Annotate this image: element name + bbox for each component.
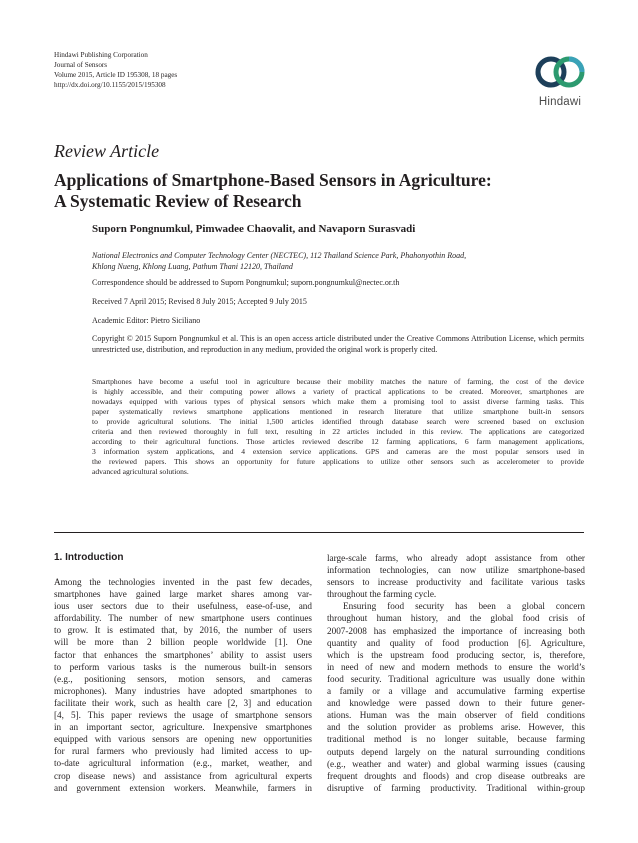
text-line: in an important sector, agriculture. Inexpensive smartphones — [54, 722, 312, 733]
text-line: equipped with various sensors are opening new opportunities — [54, 734, 312, 745]
text-line: 3 information system applications, and 4 extension service applications. GPS and cameras are the most popular sensors used in — [92, 447, 584, 456]
text-line: in need of new and modern methods to ensure the world’s — [327, 661, 585, 672]
text-line: will be more than 2 billion people worldwide [1]. One — [54, 637, 312, 648]
text-line: to perform various tasks is the numerous built-in sensors — [54, 661, 312, 672]
text-line: and knowledge were passed down to their future gener- — [327, 698, 585, 709]
section-divider — [54, 532, 584, 533]
text-line: quantity and quality of food production [6]. Agriculture, — [327, 637, 585, 648]
text-line: for rural farmers who previously had limited access to up- — [54, 746, 312, 757]
text-line: the reviewed papers. This shows an opportunity for future applications to utilize other sensors such as accelerometer to provide — [92, 457, 584, 466]
doi-link[interactable]: http://dx.doi.org/10.1155/2015/195308 — [54, 81, 166, 89]
journal-name: Journal of Sensors — [54, 61, 108, 69]
text-line: crop disease news) and assistance from agricultural experts — [54, 770, 312, 781]
intro-left-column — [54, 552, 312, 794]
text-line: (e.g., positioning sensors, motion sensors, and cameras — [54, 673, 312, 684]
text-line: throughout human history, and the global food crisis of — [327, 613, 585, 624]
text-line: factor that enhances the smartphones’ ability to assist users — [54, 649, 312, 660]
copyright-notice: Copyright © 2015 Suporn Pongnumkul et al. This is an open access article distributed under the Creative Commons Attribution License, which permits unrestricted use, distribution, and reproduction in any medium, provided the original work is properly cited. — [92, 334, 584, 354]
authors: Suporn Pongnumkul, Pimwadee Chaovalit, and Navaporn Surasvadi — [92, 223, 416, 235]
text-line: (e.g., weather and water) and global warming issues (causing — [327, 758, 585, 769]
academic-editor: Academic Editor: Pietro Siciliano — [92, 316, 201, 325]
journal-meta — [54, 50, 177, 90]
text-line: disruptive of farming productivity. Traditional within-group — [327, 782, 585, 793]
text-line: to provide agricultural solutions. The initial 1,500 articles identified through database search were screened based on exclusion — [92, 417, 584, 426]
text-line: smartphones have gained large market shares among var- — [54, 589, 312, 600]
text-line: outputs depend largely on the natural surrounding conditions — [327, 746, 585, 757]
text-line: [4, 5]. This paper reviews the usage of smartphone sensors — [54, 710, 312, 721]
text-line: according to their agricultural functions. Those articles reviewed describe 12 farming applications, 6 farm management applications, — [92, 437, 584, 446]
rings-logo-icon — [526, 50, 594, 96]
text-line: frequent droughts and floods) and crop disease outbreaks are — [327, 770, 585, 781]
title-line: Applications of Smartphone-Based Sensors in Agriculture: — [54, 170, 492, 190]
intro-right-column — [327, 552, 585, 794]
text-line: advanced agricultural solutions. — [92, 467, 189, 476]
text-line: traditional method is no longer suitable, because farming — [327, 734, 585, 745]
title-line: A Systematic Review of Research — [54, 191, 302, 211]
text-line: sensors to increase productivity and facilitate various tasks — [327, 577, 585, 588]
text-line: food security. Traditional agriculture was usually done within — [327, 673, 585, 684]
text-line: which is the upstream food producing sector, is, therefore, — [327, 649, 585, 660]
text-line: criteria and then reviewed thoroughly in full text, resulting in 22 articles included in this review. The applications are categorized — [92, 427, 584, 436]
text-line: is highly accessible, and their computing power allows a variety of practical applications to be created. Moreover, smartphones are — [92, 387, 584, 396]
logo-text: Hindawi — [538, 96, 582, 108]
text-line: throughout the farming cycle. — [327, 589, 437, 600]
article-dates: Received 7 April 2015; Revised 8 July 2015; Accepted 9 July 2015 — [92, 297, 307, 306]
affiliation — [92, 250, 584, 272]
text-line: facilitate their work, such as health care [2, 3] and education — [54, 697, 312, 708]
text-line: microphones). Many industries have adopted smartphones to — [54, 685, 312, 696]
text-line: affordability. The number of new smartphone users continues — [54, 613, 312, 624]
text-line: 2007-2008 has emphasized the importance of increasing both — [327, 625, 585, 636]
text-line: Smartphones have become a useful tool in agriculture because their mobility matches the nature of farming, the cost of the device — [92, 377, 584, 386]
correspondence: Correspondence should be addressed to Suporn Pongnumkul; suporn.pongnumkul@nectec.or.th — [92, 278, 400, 287]
text-line: ations. Human was the main observer of field conditions — [327, 710, 585, 721]
section-heading: 1. Introduction — [54, 552, 124, 563]
text-line: nowadays equipped with various types of physical sensors which make them a promising tool to assist diverse farming tasks. This — [92, 397, 584, 406]
text-line: and the solution provider as problems arise. However, this — [327, 722, 585, 733]
text-line: paper systematically reviews smartphone applications mentioned in research literature that utilize smartphone built-in sensors — [92, 407, 584, 416]
text-line: and government extension workers. Meanwhile, farmers in — [54, 782, 312, 793]
article-type: Review Article — [54, 141, 160, 161]
text-line: large-scale farms, who already adopt assistance from other — [327, 553, 585, 563]
text-line: Ensuring food security has been a global concern — [343, 601, 585, 612]
text-line: a family or a village and accumulative farming expertise — [327, 686, 585, 697]
text-line: to grow. It is estimated that, by 2016, the number of users — [54, 625, 312, 636]
article-title — [54, 170, 594, 212]
text-line: to-date agricultural information (e.g., market, weather, and — [54, 758, 312, 769]
abstract — [92, 377, 584, 477]
text-line: Among the technologies invented in the past few decades, — [54, 577, 312, 587]
text-line: information technologies, can now utilize smartphone-based — [327, 565, 585, 576]
text-line: ious user sectors due to their usefulness, ease-of-use, and — [54, 601, 312, 612]
affiliation-line: National Electronics and Computer Technology Center (NECTEC), 112 Thailand Science Park, Phahonyothin Road, — [92, 251, 467, 260]
affiliation-line: Khlong Nueng, Khlong Luang, Pathum Thani 12120, Thailand — [92, 262, 293, 271]
publisher: Hindawi Publishing Corporation — [54, 51, 148, 59]
hindawi-logo[interactable] — [526, 50, 594, 108]
volume-info: Volume 2015, Article ID 195308, 18 pages — [54, 71, 178, 79]
